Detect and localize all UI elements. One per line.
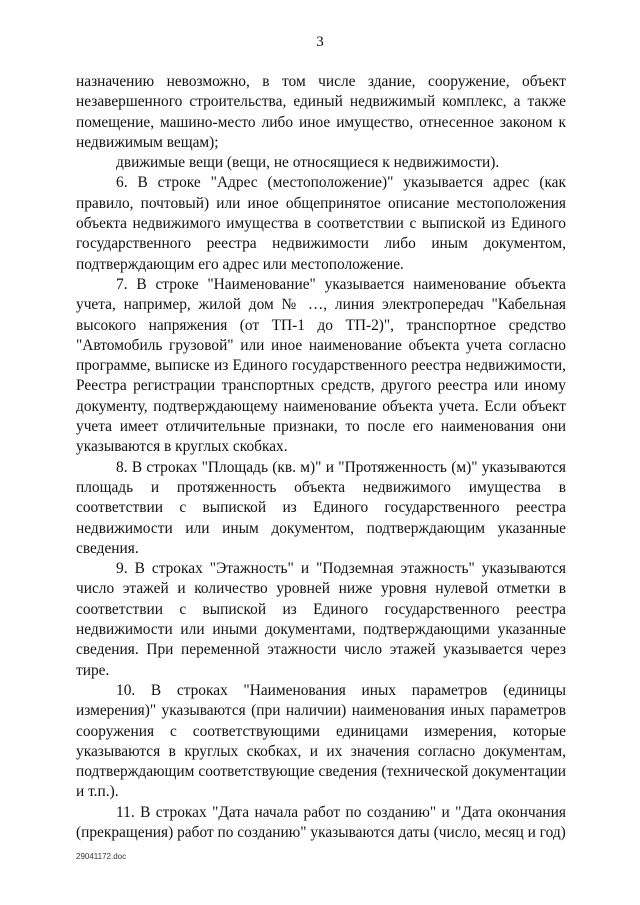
document-body bbox=[76, 72, 566, 843]
paragraph-6-address: 6. В строке "Адрес (местоположение)" указывается адрес (как правило, почтовый) или иное общепринятое описание местоположения объекта недвижимого имущества в соответствии с выпиской из Единого государственного реестра недвижимости либо иным документом, подтверждающим его адрес или местоположение. bbox=[76, 174, 566, 273]
file-name-footer: 29041172.doc bbox=[76, 852, 127, 861]
paragraph-movable-things: движимые вещи (вещи, не относящиеся к недвижимости). bbox=[116, 154, 500, 172]
paragraph-8-area: 8. В строках "Площадь (кв. м)" и "Протяженность (м)" указываются площадь и протяженность объекта недвижимого имущества в соответствии с выпиской из Единого государственного реестра недвижимости или иным документом, подтверждающим указанные сведения. bbox=[76, 458, 566, 557]
paragraph-10-other-parameters: 10. В строках "Наименования иных параметров (единицы измерения)" указываются (при наличии) наименования иных параметров сооружения с соответствующими единицами измерения, которые указываются в круглых скобках, и их значения согласно документам, подтверждающим соответствующие сведения (технической документации и т.п.). bbox=[76, 681, 566, 801]
page-number: 3 bbox=[316, 34, 324, 50]
paragraph-11-dates: 11. В строках "Дата начала работ по созданию" и "Дата окончания (прекращения) работ по созданию" указываются даты (число, месяц и год) bbox=[76, 803, 566, 841]
paragraph-continuation: назначению невозможно, в том числе здание, сооружение, объект незавершенного строительства, единый недвижимый комплекс, а также помещение, машино-место либо иное имущество, отнесенное законом к недвижимым вещам); bbox=[76, 73, 566, 151]
paragraph-7-name: 7. В строке "Наименование" указывается наименование объекта учета, например, жилой дом № …, линия электропередач "Кабельная высокого напряжения (от ТП-1 до ТП-2)", транспортное средство "Автомобиль грузовой" или иное наименование объекта учета согласно программе, выписке из Единого государственного реестра недвижимости, Реестра регистрации транспортных средств, другого реестра или иному документу, подтверждающему наименование объекта учета. Если объект учета имеет отличительные признаки, то после его наименования они указываются в круглых скобках. bbox=[76, 275, 566, 456]
paragraph-9-floors: 9. В строках "Этажность" и "Подземная этажность" указываются число этажей и количество уровней ниже уровня нулевой отметки в соответствии с выпиской из Единого государственного реестра недвижимости или иными документами, подтверждающими указанные сведения. При переменной этажности число этажей указывается через тире. bbox=[76, 560, 566, 679]
